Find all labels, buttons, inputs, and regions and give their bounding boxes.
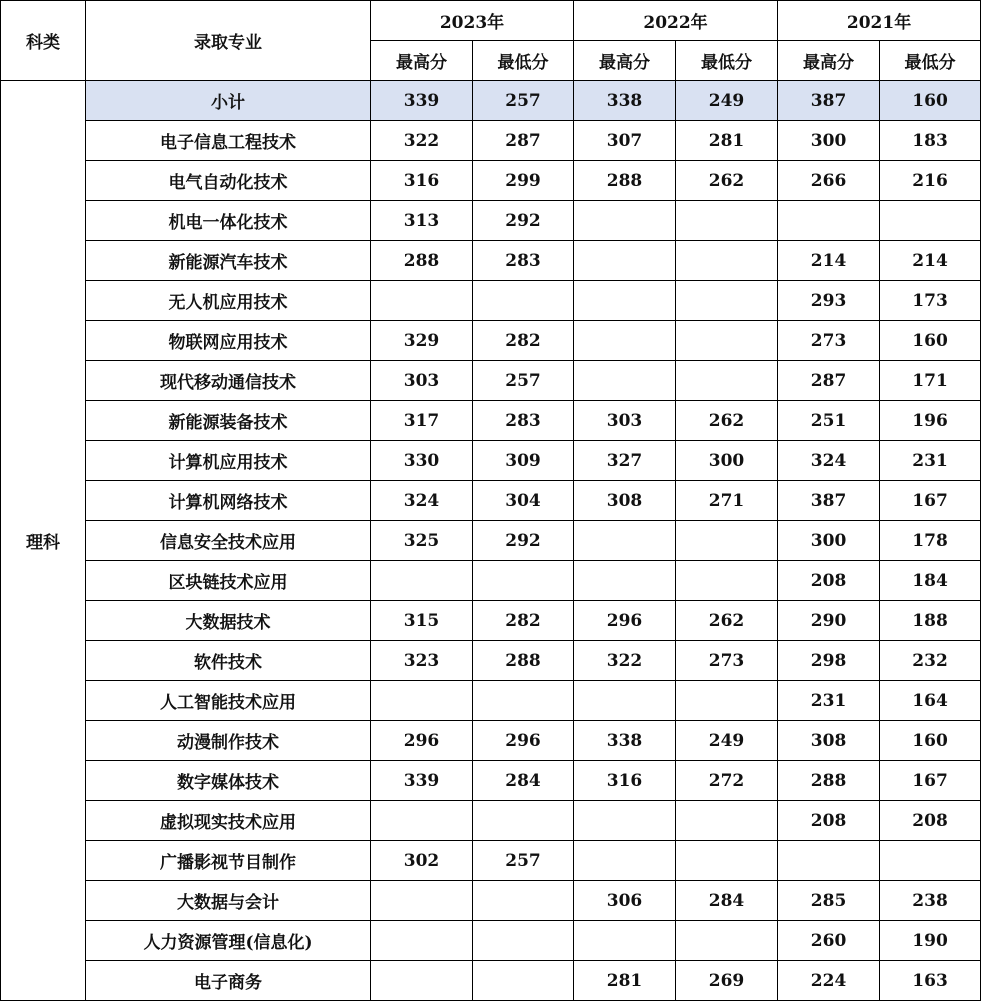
table-row <box>1 121 981 161</box>
major-cell: 虚拟现实技术应用 <box>86 801 371 841</box>
major-cell: 新能源汽车技术 <box>86 241 371 281</box>
score-cell-y2021-min: 208 <box>880 801 981 841</box>
score-cell-y2023-min: 299 <box>473 161 574 201</box>
major-cell: 计算机应用技术 <box>86 441 371 481</box>
table-row <box>1 361 981 401</box>
score-cell-y2022-max: 281 <box>574 961 676 1001</box>
score-cell-y2023-max <box>371 801 473 841</box>
table-row <box>1 401 981 441</box>
score-cell-y2022-max: 322 <box>574 641 676 681</box>
major-cell: 电子商务 <box>86 961 371 1001</box>
score-cell-y2023-max: 313 <box>371 201 473 241</box>
major-cell: 大数据技术 <box>86 601 371 641</box>
score-cell-y2023-min: 309 <box>473 441 574 481</box>
score-cell-y2021-min: 167 <box>880 761 981 801</box>
score-cell-y2021-max: 285 <box>778 881 880 921</box>
score-cell-y2021-max: 208 <box>778 801 880 841</box>
score-cell-y2022-min <box>676 521 778 561</box>
major-cell: 大数据与会计 <box>86 881 371 921</box>
score-cell-y2021-max: 298 <box>778 641 880 681</box>
score-cell-y2022-max <box>574 841 676 881</box>
score-cell-y2021-max: 324 <box>778 441 880 481</box>
major-cell: 新能源装备技术 <box>86 401 371 441</box>
table-row <box>1 721 981 761</box>
score-cell-y2021-min: 171 <box>880 361 981 401</box>
score-cell-y2021-max: 387 <box>778 481 880 521</box>
header-2023-min: 最低分 <box>473 41 574 81</box>
header-category: 科类 <box>1 1 86 81</box>
score-cell-y2023-max: 324 <box>371 481 473 521</box>
score-cell-y2021-max: 290 <box>778 601 880 641</box>
score-cell-y2023-min: 287 <box>473 121 574 161</box>
score-cell-y2022-max <box>574 241 676 281</box>
score-cell-y2022-max: 306 <box>574 881 676 921</box>
score-cell-y2022-min: 249 <box>676 721 778 761</box>
score-cell-y2021-min: 178 <box>880 521 981 561</box>
score-cell-y2021-min: 164 <box>880 681 981 721</box>
score-cell-y2023-min: 257 <box>473 81 574 121</box>
table-row <box>1 841 981 881</box>
score-cell-y2021-max: 308 <box>778 721 880 761</box>
score-cell-y2021-min <box>880 201 981 241</box>
header-2022-min: 最低分 <box>676 41 778 81</box>
score-cell-y2023-min <box>473 921 574 961</box>
score-cell-y2023-max: 322 <box>371 121 473 161</box>
score-cell-y2022-min: 273 <box>676 641 778 681</box>
score-cell-y2022-min <box>676 201 778 241</box>
header-year-2021: 2021年 <box>778 1 981 41</box>
score-cell-y2021-min: 160 <box>880 81 981 121</box>
score-cell-y2022-min: 262 <box>676 601 778 641</box>
major-cell: 机电一体化技术 <box>86 201 371 241</box>
score-cell-y2023-max: 315 <box>371 601 473 641</box>
major-cell: 人工智能技术应用 <box>86 681 371 721</box>
score-cell-y2023-min: 304 <box>473 481 574 521</box>
score-cell-y2023-max <box>371 561 473 601</box>
score-cell-y2022-max: 327 <box>574 441 676 481</box>
score-cell-y2021-min: 163 <box>880 961 981 1001</box>
table-row <box>1 921 981 961</box>
score-cell-y2022-max: 338 <box>574 721 676 761</box>
score-cell-y2023-max: 325 <box>371 521 473 561</box>
score-cell-y2023-min: 282 <box>473 321 574 361</box>
header-year-2023: 2023年 <box>371 1 574 41</box>
table-row <box>1 441 981 481</box>
score-cell-y2021-max <box>778 201 880 241</box>
score-cell-y2023-min: 292 <box>473 521 574 561</box>
score-cell-y2023-min: 292 <box>473 201 574 241</box>
table-row <box>1 241 981 281</box>
score-cell-y2023-max <box>371 881 473 921</box>
table-row <box>1 881 981 921</box>
score-cell-y2023-max: 323 <box>371 641 473 681</box>
score-cell-y2022-max <box>574 521 676 561</box>
header-2023-max: 最高分 <box>371 41 473 81</box>
score-cell-y2021-min: 196 <box>880 401 981 441</box>
score-cell-y2022-min <box>676 241 778 281</box>
table-row <box>1 561 981 601</box>
score-cell-y2022-min <box>676 841 778 881</box>
category-cell: 理科 <box>1 81 86 1001</box>
score-cell-y2023-min: 257 <box>473 361 574 401</box>
score-cell-y2021-min: 167 <box>880 481 981 521</box>
score-cell-y2022-min: 269 <box>676 961 778 1001</box>
major-cell: 软件技术 <box>86 641 371 681</box>
score-cell-y2022-max: 296 <box>574 601 676 641</box>
score-cell-y2021-min: 232 <box>880 641 981 681</box>
score-cell-y2023-max: 329 <box>371 321 473 361</box>
score-cell-y2021-min: 188 <box>880 601 981 641</box>
score-cell-y2021-max: 251 <box>778 401 880 441</box>
score-cell-y2022-min: 300 <box>676 441 778 481</box>
table-row <box>1 761 981 801</box>
score-cell-y2022-min <box>676 921 778 961</box>
score-cell-y2022-max <box>574 201 676 241</box>
header-2021-max: 最高分 <box>778 41 880 81</box>
major-cell: 电子信息工程技术 <box>86 121 371 161</box>
score-cell-y2023-min: 284 <box>473 761 574 801</box>
score-cell-y2022-min: 284 <box>676 881 778 921</box>
table-row <box>1 521 981 561</box>
score-cell-y2021-min: 214 <box>880 241 981 281</box>
score-cell-y2022-min <box>676 561 778 601</box>
score-cell-y2023-max <box>371 921 473 961</box>
score-cell-y2022-max <box>574 361 676 401</box>
score-cell-y2023-max: 339 <box>371 761 473 801</box>
score-cell-y2021-min: 231 <box>880 441 981 481</box>
score-cell-y2023-max <box>371 681 473 721</box>
score-cell-y2023-min <box>473 961 574 1001</box>
score-cell-y2023-min <box>473 881 574 921</box>
major-cell: 现代移动通信技术 <box>86 361 371 401</box>
score-cell-y2023-min: 257 <box>473 841 574 881</box>
score-cell-y2023-min: 283 <box>473 401 574 441</box>
score-cell-y2023-min <box>473 281 574 321</box>
score-cell-y2022-max <box>574 321 676 361</box>
table-row <box>1 201 981 241</box>
score-cell-y2023-max: 316 <box>371 161 473 201</box>
major-cell: 动漫制作技术 <box>86 721 371 761</box>
score-cell-y2022-min <box>676 281 778 321</box>
score-cell-y2021-min: 160 <box>880 321 981 361</box>
score-cell-y2023-max: 303 <box>371 361 473 401</box>
header-2022-max: 最高分 <box>574 41 676 81</box>
score-cell-y2021-max: 208 <box>778 561 880 601</box>
score-cell-y2023-max <box>371 281 473 321</box>
score-cell-y2021-max: 231 <box>778 681 880 721</box>
score-cell-y2021-max: 273 <box>778 321 880 361</box>
score-cell-y2023-min: 282 <box>473 601 574 641</box>
subtotal-row <box>1 81 981 121</box>
major-cell: 物联网应用技术 <box>86 321 371 361</box>
table-row <box>1 321 981 361</box>
header-2021-min: 最低分 <box>880 41 981 81</box>
score-cell-y2023-max: 296 <box>371 721 473 761</box>
score-cell-y2021-min: 190 <box>880 921 981 961</box>
score-cell-y2021-min: 183 <box>880 121 981 161</box>
table-row <box>1 681 981 721</box>
score-cell-y2023-min <box>473 681 574 721</box>
major-cell: 数字媒体技术 <box>86 761 371 801</box>
score-cell-y2022-max: 308 <box>574 481 676 521</box>
score-cell-y2021-max: 288 <box>778 761 880 801</box>
score-cell-y2022-max <box>574 561 676 601</box>
score-cell-y2022-max: 303 <box>574 401 676 441</box>
score-cell-y2021-max <box>778 841 880 881</box>
major-cell: 信息安全技术应用 <box>86 521 371 561</box>
score-cell-y2023-min: 296 <box>473 721 574 761</box>
score-cell-y2021-max: 293 <box>778 281 880 321</box>
major-cell: 无人机应用技术 <box>86 281 371 321</box>
score-cell-y2021-max: 387 <box>778 81 880 121</box>
major-cell: 广播影视节目制作 <box>86 841 371 881</box>
table-header <box>1 1 981 81</box>
score-cell-y2022-max: 288 <box>574 161 676 201</box>
score-cell-y2022-min: 262 <box>676 161 778 201</box>
header-major: 录取专业 <box>86 1 371 81</box>
table-row <box>1 601 981 641</box>
table-row <box>1 961 981 1001</box>
score-cell-y2023-max: 330 <box>371 441 473 481</box>
score-cell-y2022-max: 307 <box>574 121 676 161</box>
score-cell-y2022-min <box>676 681 778 721</box>
table-row <box>1 281 981 321</box>
score-cell-y2021-min: 238 <box>880 881 981 921</box>
score-cell-y2021-min: 173 <box>880 281 981 321</box>
score-cell-y2022-min <box>676 361 778 401</box>
score-cell-y2023-max: 317 <box>371 401 473 441</box>
major-cell: 电气自动化技术 <box>86 161 371 201</box>
score-cell-y2023-max <box>371 961 473 1001</box>
score-cell-y2023-min <box>473 801 574 841</box>
score-cell-y2022-min: 262 <box>676 401 778 441</box>
score-cell-y2023-max: 288 <box>371 241 473 281</box>
score-cell-y2022-max <box>574 801 676 841</box>
table-body <box>1 81 981 1001</box>
score-cell-y2022-min <box>676 801 778 841</box>
score-cell-y2021-min: 216 <box>880 161 981 201</box>
score-cell-y2022-max <box>574 281 676 321</box>
score-cell-y2021-min <box>880 841 981 881</box>
score-cell-y2022-max: 316 <box>574 761 676 801</box>
score-cell-y2021-max: 300 <box>778 121 880 161</box>
score-cell-y2021-max: 224 <box>778 961 880 1001</box>
score-cell-y2021-max: 300 <box>778 521 880 561</box>
major-cell: 人力资源管理(信息化) <box>86 921 371 961</box>
score-cell-y2022-min: 272 <box>676 761 778 801</box>
score-cell-y2023-min: 283 <box>473 241 574 281</box>
major-cell: 小计 <box>86 81 371 121</box>
major-cell: 计算机网络技术 <box>86 481 371 521</box>
table-row <box>1 641 981 681</box>
score-cell-y2021-min: 184 <box>880 561 981 601</box>
score-cell-y2022-max <box>574 681 676 721</box>
score-cell-y2022-max <box>574 921 676 961</box>
score-cell-y2022-min: 281 <box>676 121 778 161</box>
score-cell-y2023-min: 288 <box>473 641 574 681</box>
score-cell-y2021-max: 266 <box>778 161 880 201</box>
score-cell-y2022-min: 271 <box>676 481 778 521</box>
score-cell-y2023-max: 302 <box>371 841 473 881</box>
score-cell-y2023-min <box>473 561 574 601</box>
score-cell-y2023-max: 339 <box>371 81 473 121</box>
score-cell-y2021-max: 287 <box>778 361 880 401</box>
score-cell-y2021-max: 214 <box>778 241 880 281</box>
table-row <box>1 481 981 521</box>
score-cell-y2021-min: 160 <box>880 721 981 761</box>
score-cell-y2022-max: 338 <box>574 81 676 121</box>
score-cell-y2022-min: 249 <box>676 81 778 121</box>
score-cell-y2021-max: 260 <box>778 921 880 961</box>
table-row <box>1 161 981 201</box>
score-cell-y2022-min <box>676 321 778 361</box>
major-cell: 区块链技术应用 <box>86 561 371 601</box>
header-year-2022: 2022年 <box>574 1 778 41</box>
table-row <box>1 801 981 841</box>
